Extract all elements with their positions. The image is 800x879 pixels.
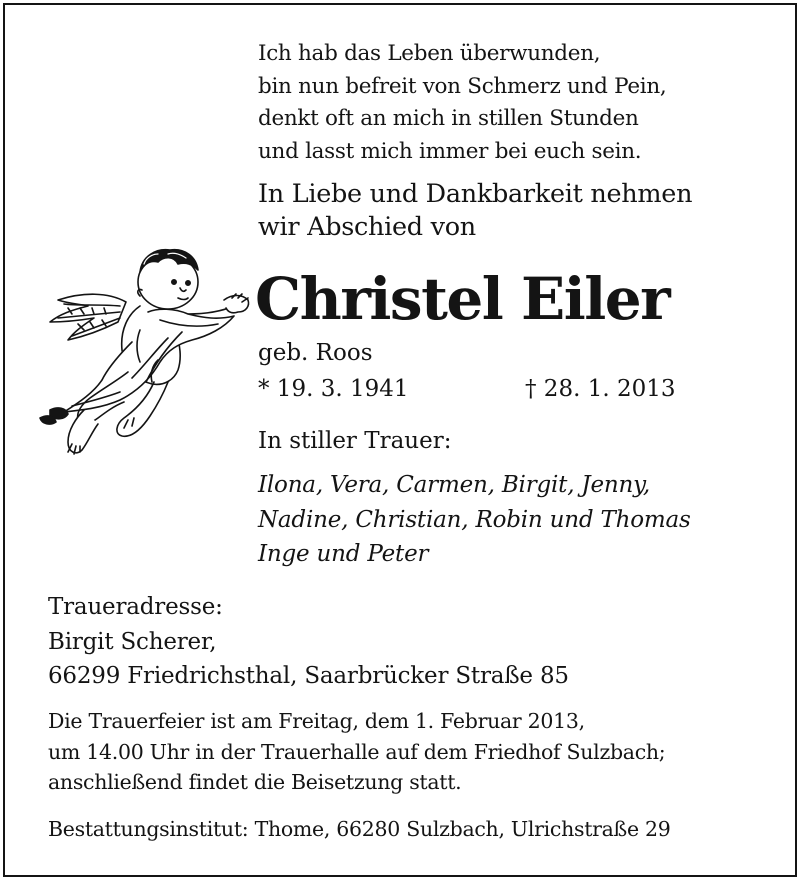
intro-line: wir Abschied von: [258, 212, 476, 242]
cherub-body: [40, 250, 249, 454]
poem-verse: [258, 38, 666, 168]
funeral-service-info: [48, 706, 665, 798]
birth-date: * 19. 3. 1941: [258, 376, 409, 402]
address-line: 66299 Friedrichsthal, Saarbrücker Straße 85: [48, 663, 569, 689]
poem-line: denkt oft an mich in stillen Stunden: [258, 106, 639, 131]
funeral-home: Bestattungsinstitut: Thome, 66280 Sulzbach, Ulrichstraße 29: [48, 817, 671, 841]
cherub-wing: [50, 294, 126, 340]
poem-line: und lasst mich immer bei euch sein.: [258, 138, 642, 164]
poem-line: Ich hab das Leben überwunden,: [258, 41, 601, 66]
mourning-address: [48, 590, 569, 694]
mourners-list: [258, 468, 691, 572]
address-line: Traueradresse:: [48, 594, 223, 620]
death-date: † 28. 1. 2013: [525, 376, 676, 402]
deceased-name: Christel Eiler: [255, 265, 670, 333]
address-line: Birgit Scherer,: [48, 628, 217, 655]
mourning-heading: In stiller Trauer:: [258, 428, 452, 454]
mourners-line: Inge und Peter: [258, 541, 429, 567]
service-line: Die Trauerfeier ist am Freitag, dem 1. Februar 2013,: [48, 709, 585, 733]
service-line: anschließend findet die Beisetzung statt.: [48, 770, 462, 794]
cherub-illustration: [28, 242, 264, 460]
poem-line: bin nun befreit von Schmerz und Pein,: [258, 73, 667, 99]
mourners-line: Nadine, Christian, Robin und Thomas: [258, 506, 691, 533]
farewell-intro: [258, 178, 692, 244]
service-line: um 14.00 Uhr in der Trauerhalle auf dem Friedhof Sulzbach;: [48, 739, 666, 764]
birth-name: geb. Roos: [258, 340, 373, 366]
intro-line: In Liebe und Dankbarkeit nehmen: [258, 179, 693, 209]
mourners-line: Ilona, Vera, Carmen, Birgit, Jenny,: [258, 472, 650, 498]
